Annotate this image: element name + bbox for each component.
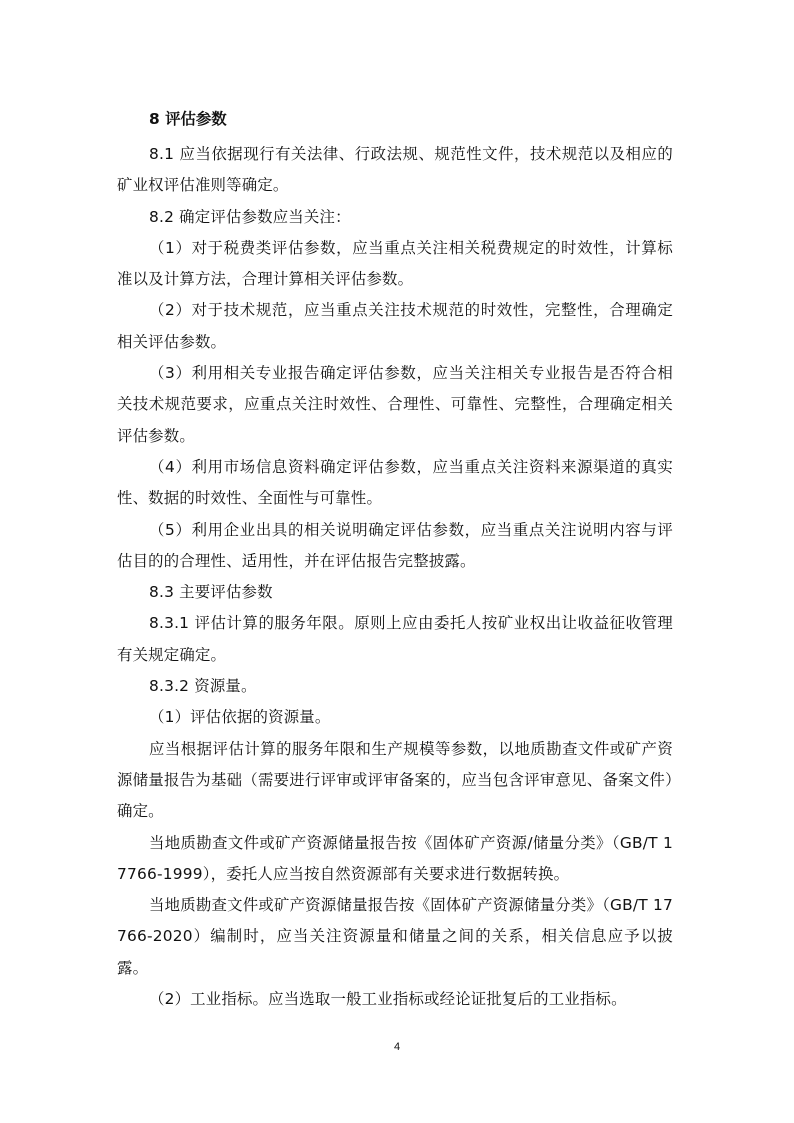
paragraph-8-3-2: 8.3.2 资源量。	[149, 677, 257, 696]
paragraph-8-2-item-2: （2）对于技术规范，应当重点关注技术规范的时效性，完整性，合理确定相关评估参数。	[117, 301, 673, 351]
paragraph-8-2-item-3: （3）利用相关专业报告确定评估参数，应当关注相关专业报告是否符合相关技术规范要求，应重点关注时效性、合理性、可靠性、完整性，合理确定相关评估参数。	[117, 364, 673, 445]
paragraph-resource-basis: 应当根据评估计算的服务年限和生产规模等参数，以地质勘查文件或矿产资源储量报告为基础（需要进行评审或评审备案的，应当包含评审意见、备案文件）确定。	[117, 739, 673, 821]
paragraph-8-2-item-4: （4）利用市场信息资料确定评估参数，应当重点关注资料来源渠道的真实性、数据的时效性、全面性与可靠性。	[117, 457, 673, 508]
paragraph-gb-2020: 当地质勘查文件或矿产资源储量报告按《固体矿产资源储量分类》（GB/T 17766-2020）编制时，应当关注资源量和储量之间的关系，相关信息应予以披露。	[117, 896, 673, 977]
page-number: 4	[393, 1041, 401, 1053]
paragraph-gb-1999: 当地质勘查文件或矿产资源储量报告按《固体矿产资源/储量分类》（GB/T 17766-1999），委托人应当按自然资源部有关要求进行数据转换。	[117, 833, 673, 883]
paragraph-8-2-item-5: （5）利用企业出具的相关说明确定评估参数，应当重点关注说明内容与评估目的的合理性、适用性，并在评估报告完整披露。	[117, 520, 673, 570]
paragraph-8-3-2-item-1: （1）评估依据的资源量。	[149, 708, 331, 727]
paragraph-8-3-2-item-2: （2）工业指标。应当选取一般工业指标或经论证批复后的工业指标。	[149, 990, 627, 1009]
paragraph-8-3: 8.3 主要评估参数	[149, 583, 273, 602]
paragraph-8-2: 8.2 确定评估参数应当关注：	[149, 207, 351, 226]
paragraph-8-2-item-1: （1）对于税费类评估参数，应当重点关注相关税费规定的时效性，计算标准以及计算方法，合理计算相关评估参数。	[117, 238, 673, 289]
document-body	[117, 104, 673, 1015]
paragraph-8-3-1: 8.3.1 评估计算的服务年限。原则上应由委托人按矿业权出让收益征收管理有关规定确定。	[117, 614, 673, 664]
paragraph-8-1: 8.1 应当依据现行有关法律、行政法规、规范性文件，技术规范以及相应的矿业权评估准则等确定。	[117, 145, 673, 195]
section-heading: 8 评估参数	[149, 110, 227, 128]
